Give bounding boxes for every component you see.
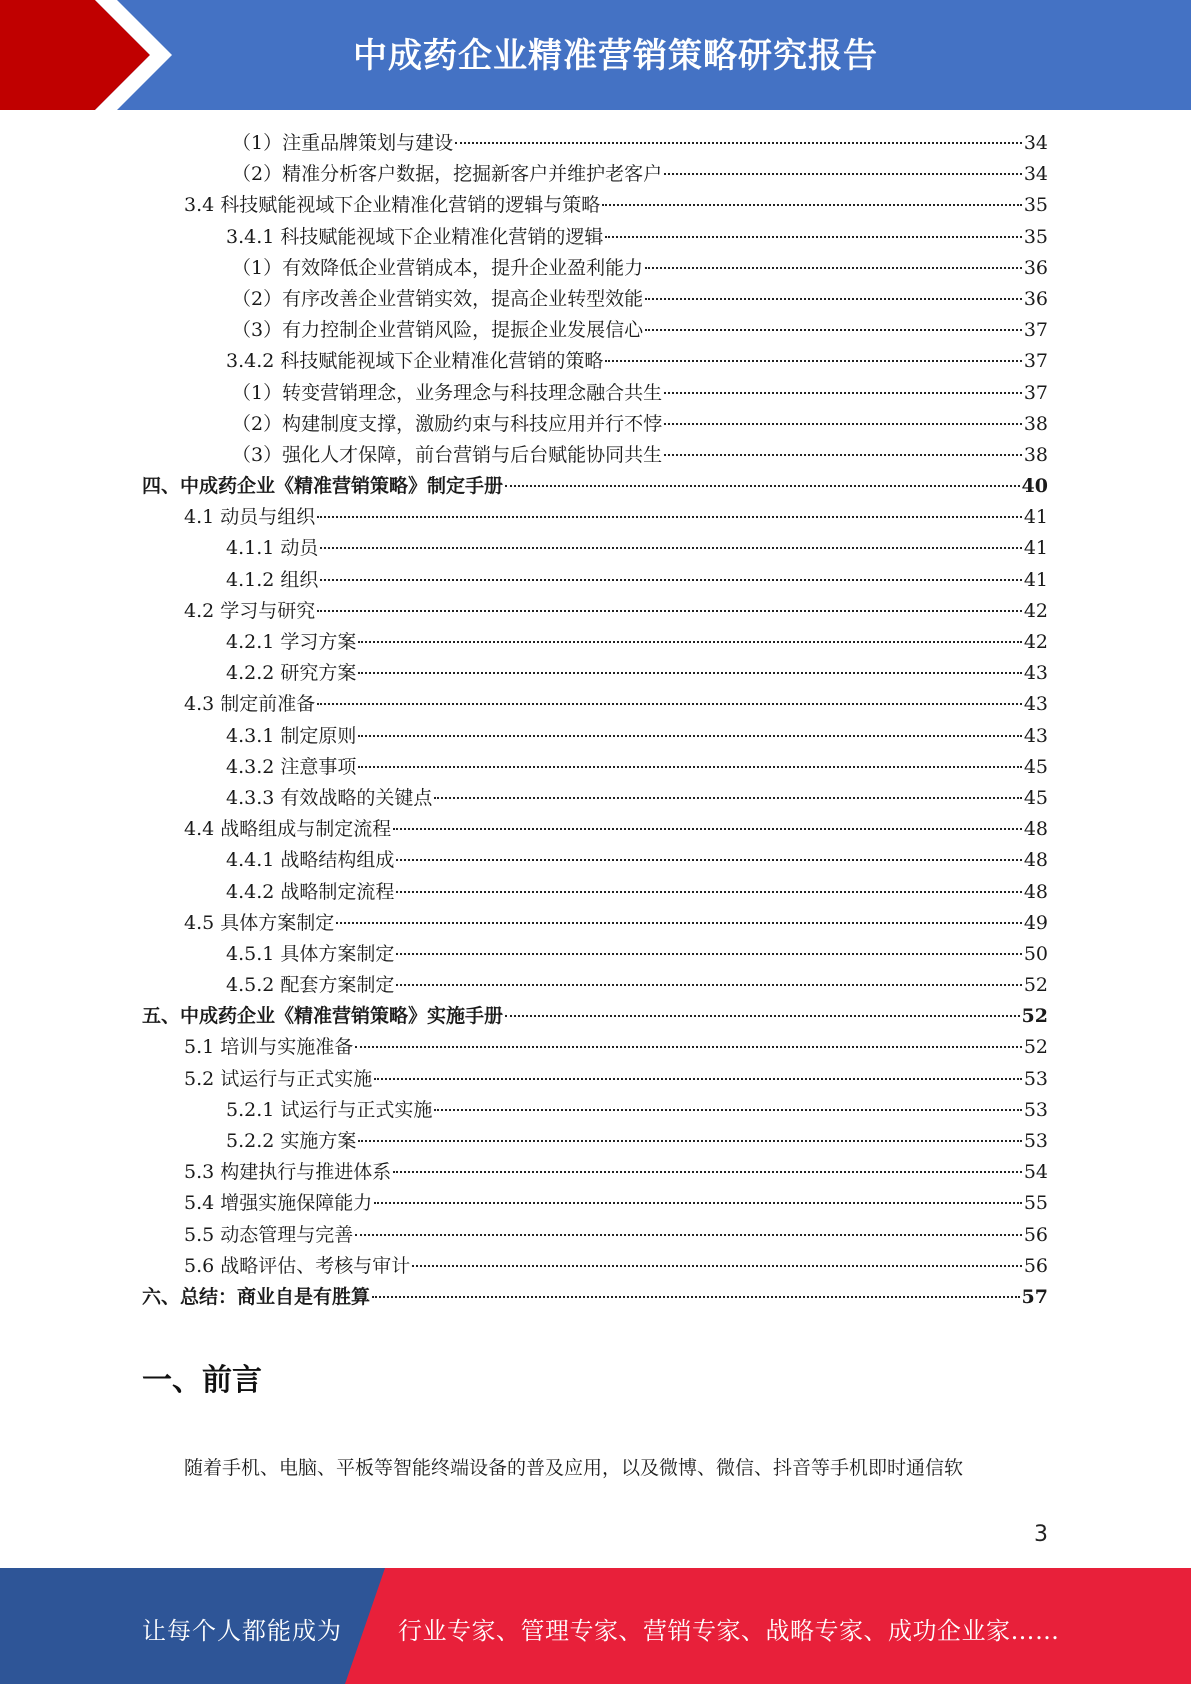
toc-leader-dots [374, 1077, 1022, 1080]
toc-entry-page: 37 [1023, 381, 1048, 404]
toc-leader-dots [317, 515, 1022, 518]
toc-leader-dots [317, 702, 1022, 705]
footer-slogan-left: 让每个人都能成为 [142, 1617, 342, 1645]
header-title: 中成药企业精准营销策略研究报告 [353, 36, 878, 76]
toc-entry-page: 45 [1023, 786, 1048, 809]
toc-entry-page: 37 [1023, 350, 1048, 373]
toc-entry[interactable] [142, 939, 1048, 970]
toc-leader-dots [358, 765, 1021, 768]
toc-entry[interactable] [142, 1251, 1048, 1282]
toc-entry-page: 52 [1021, 1005, 1048, 1028]
toc-entry-title: 4.3.1 制定原则 [226, 724, 357, 747]
toc-entry-title: （1）转变营销理念，业务理念与科技理念融合共生 [232, 381, 663, 404]
toc-leader-dots [372, 1295, 1020, 1298]
toc-leader-dots [505, 1014, 1020, 1017]
toc-leader-dots [320, 578, 1021, 581]
toc-entry-title: 5.1 培训与实施准备 [184, 1036, 354, 1059]
toc-leader-dots [455, 141, 1022, 144]
toc-entry-page: 43 [1023, 693, 1048, 716]
toc-leader-dots [645, 297, 1022, 300]
toc-leader-dots [396, 858, 1021, 861]
toc-entry[interactable] [142, 970, 1048, 1001]
toc-entry-title: （2）精准分析客户数据，挖掘新客户并维护老客户 [232, 163, 663, 186]
toc-entry-title: 5.2 试运行与正式实施 [184, 1067, 373, 1090]
toc-entry[interactable] [142, 471, 1048, 502]
toc-leader-dots [664, 422, 1022, 425]
toc-entry-title: 3.4 科技赋能视域下企业精准化营销的逻辑与策略 [184, 194, 601, 217]
toc-leader-dots [645, 266, 1022, 269]
toc-leader-dots [374, 1201, 1022, 1204]
toc-entry-page: 52 [1023, 1036, 1048, 1059]
toc-entry-page: 36 [1023, 287, 1048, 310]
toc-entry[interactable] [142, 409, 1048, 440]
toc-entry-title: 4.4.1 战略结构组成 [226, 849, 395, 872]
toc-entry-title: 3.4.1 科技赋能视域下企业精准化营销的逻辑 [226, 225, 604, 248]
toc-entry-page: 49 [1023, 911, 1048, 934]
toc-entry[interactable] [142, 877, 1048, 908]
toc-entry-page: 42 [1023, 599, 1048, 622]
toc-entry-title: （3）有力控制企业营销风险，提振企业发展信心 [232, 319, 644, 342]
toc-entry[interactable] [142, 721, 1048, 752]
toc-entry-title: 4.5.1 具体方案制定 [226, 942, 395, 965]
page-footer [0, 1568, 1191, 1684]
toc-entry[interactable] [142, 565, 1048, 596]
toc-entry-title: 4.2.2 研究方案 [226, 662, 357, 685]
toc-entry[interactable] [142, 1001, 1048, 1032]
table-of-contents [142, 128, 1048, 1313]
toc-leader-dots [434, 1108, 1021, 1111]
toc-entry[interactable] [142, 752, 1048, 783]
toc-leader-dots [645, 328, 1022, 331]
body-paragraph: 随着手机、电脑、平板等智能终端设备的普及应用，以及微博、微信、抖音等手机即时通信软 [184, 1457, 964, 1479]
toc-entry[interactable] [142, 814, 1048, 845]
toc-entry-page: 40 [1021, 475, 1048, 498]
toc-entry[interactable] [142, 222, 1048, 253]
toc-entry[interactable] [142, 378, 1048, 409]
toc-leader-dots [317, 609, 1022, 612]
toc-leader-dots [396, 890, 1021, 893]
toc-entry[interactable] [142, 1064, 1048, 1095]
toc-entry[interactable] [142, 627, 1048, 658]
toc-leader-dots [358, 734, 1021, 737]
toc-entry[interactable] [142, 440, 1048, 471]
toc-entry-page: 56 [1023, 1223, 1048, 1246]
toc-leader-dots [355, 1045, 1022, 1048]
toc-entry-page: 56 [1023, 1254, 1048, 1277]
toc-entry[interactable] [142, 253, 1048, 284]
toc-entry[interactable] [142, 502, 1048, 533]
toc-entry-title: （1）有效降低企业营销成本，提升企业盈利能力 [232, 256, 644, 279]
toc-entry-page: 35 [1023, 225, 1048, 248]
toc-entry[interactable] [142, 1220, 1048, 1251]
toc-entry[interactable] [142, 128, 1048, 159]
toc-entry-title: 3.4.2 科技赋能视域下企业精准化营销的策略 [226, 350, 604, 373]
toc-entry-page: 42 [1023, 631, 1048, 653]
toc-entry-title: 4.2 学习与研究 [184, 599, 316, 622]
toc-entry-page: 43 [1023, 724, 1048, 747]
toc-entry-title: （2）构建制度支撑，激励约束与科技应用并行不悖 [232, 412, 663, 435]
toc-entry-page: 41 [1023, 568, 1048, 591]
toc-leader-dots [664, 172, 1022, 175]
toc-leader-dots [605, 235, 1021, 238]
toc-entry-title: 4.3 制定前准备 [184, 693, 316, 716]
toc-entry[interactable] [142, 1188, 1048, 1219]
toc-entry-page: 41 [1023, 506, 1048, 529]
toc-entry-title: 5.2.2 实施方案 [226, 1130, 357, 1152]
toc-entry-page: 36 [1023, 256, 1048, 279]
toc-entry-title: 5.4 增强实施保障能力 [184, 1192, 373, 1215]
toc-leader-dots [664, 391, 1022, 394]
page-number: 3 [1034, 1522, 1048, 1547]
toc-entry[interactable] [142, 315, 1048, 346]
toc-entry-page: 45 [1023, 755, 1048, 778]
toc-leader-dots [434, 796, 1021, 799]
toc-entry[interactable] [142, 596, 1048, 627]
toc-entry[interactable] [142, 689, 1048, 720]
toc-entry-title: （1）注重品牌策划与建设 [232, 132, 454, 154]
toc-entry-title: 六、总结：商业自是有胜算 [142, 1285, 371, 1308]
toc-entry-title: （3）强化人才保障，前台营销与后台赋能协同共生 [232, 443, 663, 466]
toc-leader-dots [355, 1233, 1022, 1236]
toc-entry-page: 37 [1023, 319, 1048, 342]
toc-entry[interactable] [142, 1157, 1048, 1188]
toc-entry-page: 41 [1023, 537, 1048, 560]
toc-entry-title: 4.1.2 组织 [226, 568, 319, 591]
toc-leader-dots [396, 983, 1021, 986]
toc-entry-title: 5.5 动态管理与完善 [184, 1223, 354, 1246]
toc-leader-dots [320, 546, 1021, 549]
toc-entry-page: 52 [1023, 974, 1048, 997]
toc-entry-page: 57 [1021, 1285, 1048, 1308]
toc-entry-page: 48 [1023, 849, 1048, 872]
toc-leader-dots [336, 921, 1022, 924]
toc-entry-title: 四、中成药企业《精准营销策略》制定手册 [142, 475, 504, 498]
toc-entry-title: 5.3 构建执行与推进体系 [184, 1161, 392, 1184]
toc-entry[interactable] [142, 908, 1048, 939]
toc-entry-title: （2）有序改善企业营销实效，提高企业转型效能 [232, 287, 644, 310]
toc-leader-dots [505, 484, 1020, 487]
toc-entry-page: 55 [1023, 1192, 1048, 1215]
toc-entry-page: 34 [1023, 163, 1048, 186]
toc-entry[interactable] [142, 190, 1048, 221]
toc-entry-page: 50 [1023, 942, 1048, 965]
toc-leader-dots [358, 1139, 1021, 1142]
toc-entry-page: 53 [1023, 1130, 1048, 1152]
toc-entry-page: 53 [1023, 1098, 1048, 1121]
toc-entry[interactable] [142, 783, 1048, 814]
toc-entry-title: 5.2.1 试运行与正式实施 [226, 1098, 433, 1121]
toc-leader-dots [393, 1170, 1022, 1173]
toc-leader-dots [602, 203, 1022, 206]
toc-leader-dots [412, 1264, 1022, 1267]
toc-entry-title: 5.6 战略评估、考核与审计 [184, 1254, 411, 1277]
toc-entry[interactable] [142, 533, 1048, 564]
toc-entry-title: 4.5.2 配套方案制定 [226, 974, 395, 997]
toc-entry-page: 38 [1023, 412, 1048, 435]
toc-entry-page: 35 [1023, 194, 1048, 217]
page-header [0, 0, 1191, 110]
toc-entry-title: 4.1 动员与组织 [184, 506, 316, 529]
toc-entry-title: 4.3.3 有效战略的关键点 [226, 786, 433, 809]
toc-entry-page: 48 [1023, 818, 1048, 841]
toc-entry-title: 4.1.1 动员 [226, 537, 319, 560]
toc-entry-page: 48 [1023, 880, 1048, 903]
toc-entry[interactable] [142, 1126, 1048, 1157]
toc-entry-page: 38 [1023, 443, 1048, 466]
toc-entry-title: 4.3.2 注意事项 [226, 755, 357, 778]
toc-entry[interactable] [142, 845, 1048, 876]
toc-leader-dots [393, 827, 1022, 830]
toc-entry[interactable] [142, 159, 1048, 190]
toc-entry-title: 4.4.2 战略制定流程 [226, 880, 395, 903]
toc-entry[interactable] [142, 346, 1048, 377]
toc-entry-title: 4.4 战略组成与制定流程 [184, 818, 392, 841]
toc-entry-title: 4.2.1 学习方案 [226, 631, 357, 653]
toc-entry-title: 4.5 具体方案制定 [184, 911, 335, 934]
toc-entry[interactable] [142, 284, 1048, 315]
toc-leader-dots [358, 671, 1021, 674]
toc-leader-dots [605, 359, 1021, 362]
footer-slogan-right: 行业专家、管理专家、营销专家、战略专家、成功企业家…… [398, 1617, 1060, 1645]
toc-entry[interactable] [142, 1032, 1048, 1063]
toc-entry-page: 34 [1023, 132, 1048, 154]
toc-leader-dots [664, 453, 1022, 456]
toc-entry-page: 43 [1023, 662, 1048, 685]
toc-entry-page: 54 [1023, 1161, 1048, 1184]
toc-leader-dots [358, 640, 1021, 643]
toc-leader-dots [396, 952, 1021, 955]
toc-entry-title: 五、中成药企业《精准营销策略》实施手册 [142, 1005, 504, 1028]
toc-entry[interactable] [142, 1095, 1048, 1126]
toc-entry[interactable] [142, 1282, 1048, 1313]
toc-entry[interactable] [142, 658, 1048, 689]
section-title: 一、前言 [142, 1363, 262, 1398]
toc-entry-page: 53 [1023, 1067, 1048, 1090]
